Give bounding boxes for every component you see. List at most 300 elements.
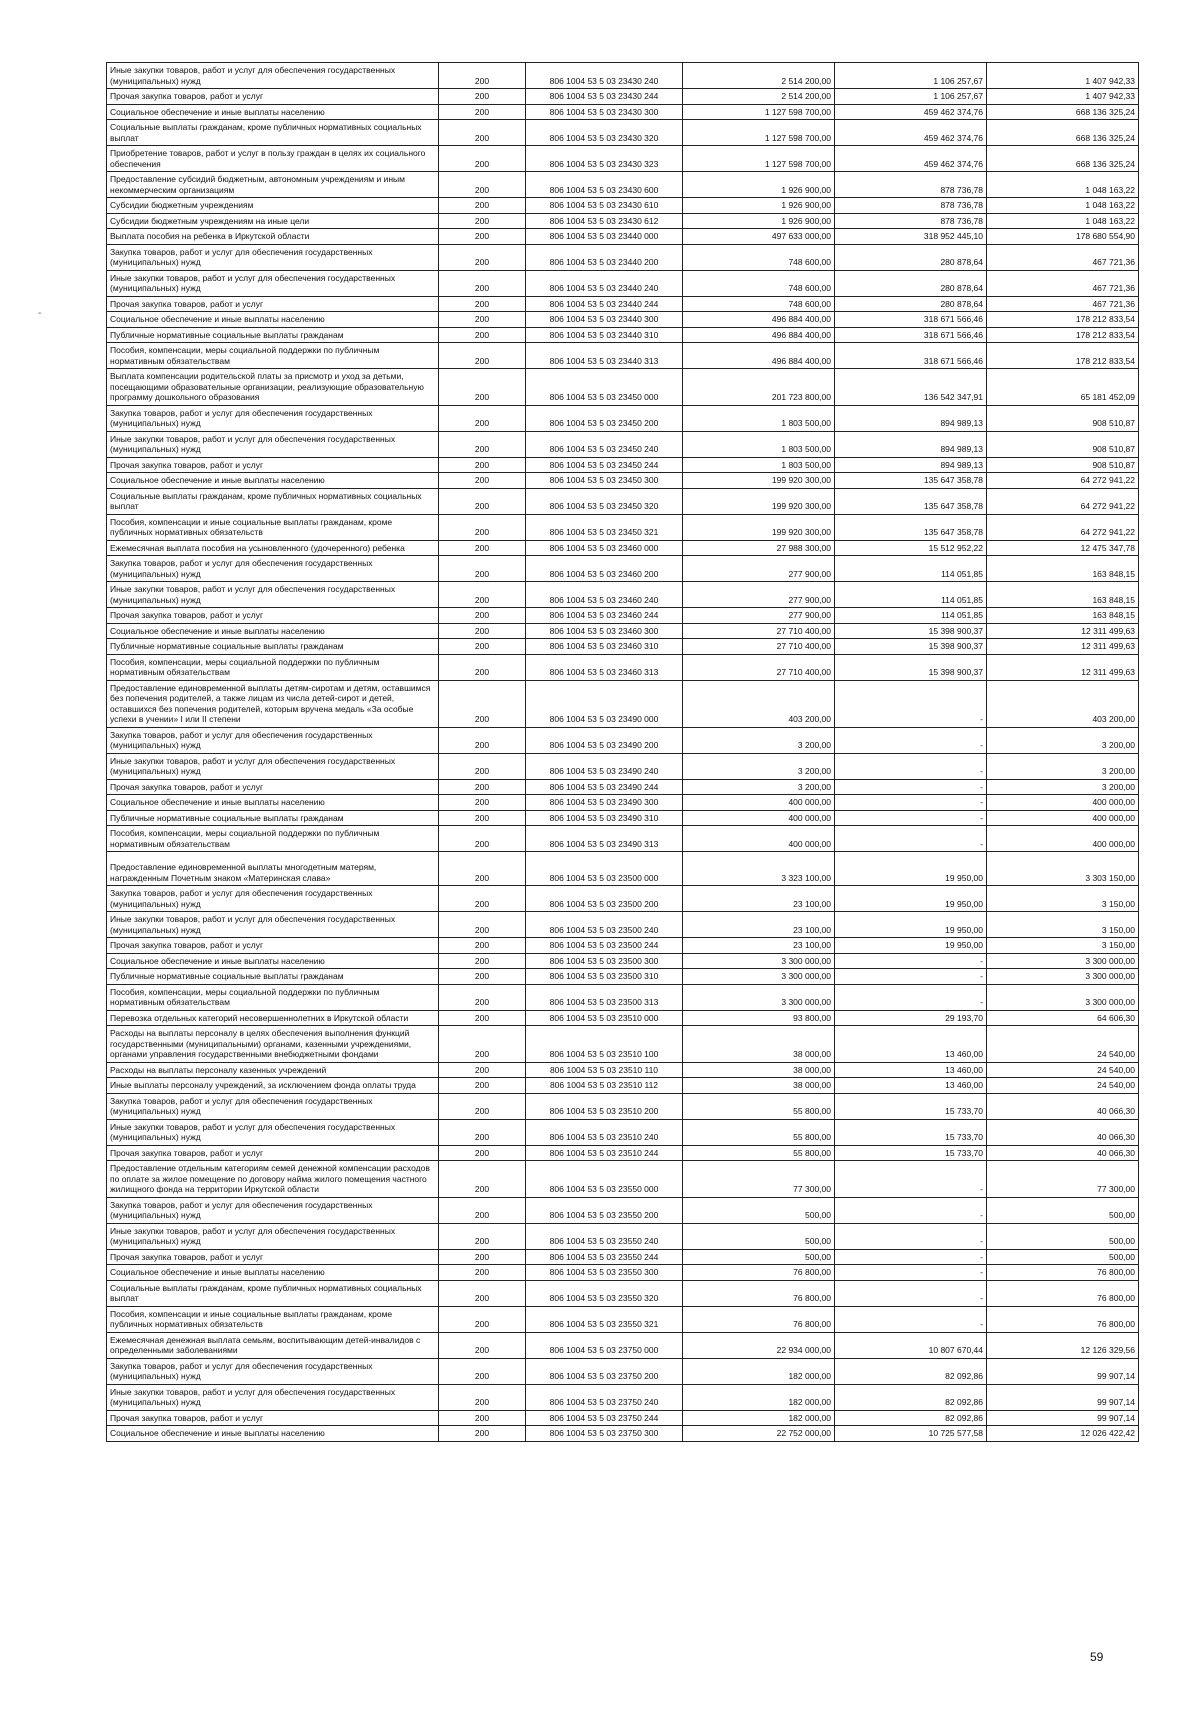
row-code-cell: 200	[439, 343, 526, 369]
row-executed-cell: 894 989,13	[835, 405, 987, 431]
row-approved-cell: 277 900,00	[683, 556, 835, 582]
row-classifier-cell: 806 1004 53 5 03 23500 310	[526, 969, 683, 985]
row-code-cell: 200	[439, 120, 526, 146]
row-name-cell: Иные закупки товаров, работ и услуг для обеспечения государственных (муниципальных) нужд	[107, 753, 439, 779]
row-approved-cell: 22 752 000,00	[683, 1426, 835, 1442]
row-code-cell: 200	[439, 984, 526, 1010]
row-unexecuted-cell: 3 200,00	[987, 779, 1139, 795]
row-unexecuted-cell: 64 272 941,22	[987, 514, 1139, 540]
row-classifier-cell: 806 1004 53 5 03 23490 240	[526, 753, 683, 779]
row-approved-cell: 400 000,00	[683, 826, 835, 852]
row-code-cell: 200	[439, 198, 526, 214]
table-row	[107, 1062, 1139, 1078]
row-code-cell: 200	[439, 623, 526, 639]
row-code-cell: 200	[439, 1223, 526, 1249]
row-classifier-cell: 806 1004 53 5 03 23510 240	[526, 1119, 683, 1145]
row-code-cell: 200	[439, 488, 526, 514]
table-row	[107, 623, 1139, 639]
row-name-cell: Иные закупки товаров, работ и услуг для обеспечения государственных (муниципальных) нужд	[107, 912, 439, 938]
table-row	[107, 229, 1139, 245]
row-approved-cell: 403 200,00	[683, 680, 835, 727]
row-unexecuted-cell: 12 311 499,63	[987, 654, 1139, 680]
row-executed-cell: -	[835, 969, 987, 985]
row-code-cell: 200	[439, 680, 526, 727]
row-classifier-cell: 806 1004 53 5 03 23500 244	[526, 938, 683, 954]
row-executed-cell: 15 398 900,37	[835, 654, 987, 680]
row-approved-cell: 55 800,00	[683, 1119, 835, 1145]
row-executed-cell: 878 736,78	[835, 172, 987, 198]
row-code-cell: 200	[439, 1026, 526, 1063]
row-unexecuted-cell: 40 066,30	[987, 1145, 1139, 1161]
table-row	[107, 343, 1139, 369]
row-classifier-cell: 806 1004 53 5 03 23450 244	[526, 457, 683, 473]
row-code-cell: 200	[439, 556, 526, 582]
row-unexecuted-cell: 1 048 163,22	[987, 172, 1139, 198]
row-name-cell: Социальное обеспечение и иные выплаты населению	[107, 473, 439, 489]
row-unexecuted-cell: 3 300 000,00	[987, 984, 1139, 1010]
row-approved-cell: 2 514 200,00	[683, 63, 835, 89]
row-classifier-cell: 806 1004 53 5 03 23510 000	[526, 1010, 683, 1026]
row-name-cell: Прочая закупка товаров, работ и услуг	[107, 1145, 439, 1161]
row-approved-cell: 182 000,00	[683, 1410, 835, 1426]
row-classifier-cell: 806 1004 53 5 03 23430 610	[526, 198, 683, 214]
row-approved-cell: 38 000,00	[683, 1062, 835, 1078]
budget-sheet	[106, 62, 1135, 1442]
row-unexecuted-cell: 500,00	[987, 1197, 1139, 1223]
row-unexecuted-cell: 3 300 000,00	[987, 953, 1139, 969]
table-row	[107, 198, 1139, 214]
row-executed-cell: -	[835, 795, 987, 811]
row-unexecuted-cell: 3 200,00	[987, 727, 1139, 753]
budget-execution-table	[106, 62, 1139, 1442]
table-row	[107, 969, 1139, 985]
row-name-cell: Пособия, компенсации и иные социальные выплаты гражданам, кроме публичных нормативных обязательств	[107, 514, 439, 540]
row-name-cell: Предоставление субсидий бюджетным, автономным учреждениям и иным некоммерческим организациям	[107, 172, 439, 198]
row-executed-cell: 318 671 566,46	[835, 327, 987, 343]
row-classifier-cell: 806 1004 53 5 03 23430 600	[526, 172, 683, 198]
table-row	[107, 540, 1139, 556]
row-executed-cell: -	[835, 810, 987, 826]
table-row	[107, 912, 1139, 938]
row-executed-cell: -	[835, 1280, 987, 1306]
row-code-cell: 200	[439, 457, 526, 473]
table-row	[107, 1332, 1139, 1358]
row-code-cell: 200	[439, 1384, 526, 1410]
row-classifier-cell: 806 1004 53 5 03 23510 200	[526, 1093, 683, 1119]
row-unexecuted-cell: 76 800,00	[987, 1306, 1139, 1332]
row-name-cell: Закупка товаров, работ и услуг для обеспечения государственных (муниципальных) нужд	[107, 1197, 439, 1223]
row-approved-cell: 3 200,00	[683, 753, 835, 779]
table-row	[107, 680, 1139, 727]
row-approved-cell: 500,00	[683, 1249, 835, 1265]
row-unexecuted-cell: 3 150,00	[987, 912, 1139, 938]
row-name-cell: Публичные нормативные социальные выплаты гражданам	[107, 969, 439, 985]
table-row	[107, 1426, 1139, 1442]
row-code-cell: 200	[439, 312, 526, 328]
table-row	[107, 369, 1139, 406]
row-approved-cell: 748 600,00	[683, 244, 835, 270]
table-row	[107, 296, 1139, 312]
row-approved-cell: 1 127 598 700,00	[683, 120, 835, 146]
row-name-cell: Закупка товаров, работ и услуг для обеспечения государственных (муниципальных) нужд	[107, 556, 439, 582]
row-name-cell: Иные выплаты персоналу учреждений, за исключением фонда оплаты труда	[107, 1078, 439, 1094]
table-row	[107, 514, 1139, 540]
row-classifier-cell: 806 1004 53 5 03 23500 240	[526, 912, 683, 938]
row-name-cell: Расходы на выплаты персоналу казенных учреждений	[107, 1062, 439, 1078]
row-executed-cell: -	[835, 953, 987, 969]
row-unexecuted-cell: 178 212 833,54	[987, 327, 1139, 343]
row-executed-cell: -	[835, 1197, 987, 1223]
row-unexecuted-cell: 500,00	[987, 1223, 1139, 1249]
table-row	[107, 852, 1139, 886]
row-unexecuted-cell: 40 066,30	[987, 1093, 1139, 1119]
row-executed-cell: 19 950,00	[835, 886, 987, 912]
row-name-cell: Социальное обеспечение и иные выплаты населению	[107, 623, 439, 639]
row-executed-cell: -	[835, 753, 987, 779]
row-approved-cell: 182 000,00	[683, 1358, 835, 1384]
row-approved-cell: 27 710 400,00	[683, 639, 835, 655]
row-classifier-cell: 806 1004 53 5 03 23440 300	[526, 312, 683, 328]
table-row	[107, 608, 1139, 624]
row-code-cell: 200	[439, 810, 526, 826]
row-name-cell: Иные закупки товаров, работ и услуг для обеспечения государственных (муниципальных) нужд	[107, 63, 439, 89]
table-row	[107, 1078, 1139, 1094]
row-approved-cell: 93 800,00	[683, 1010, 835, 1026]
row-executed-cell: 1 106 257,67	[835, 89, 987, 105]
row-name-cell: Субсидии бюджетным учреждениям	[107, 198, 439, 214]
row-name-cell: Расходы на выплаты персоналу в целях обеспечения выполнения функций государственными (муниципальными) органами, казенными учреждениями, органами управления государственными внебюджетными фондами	[107, 1026, 439, 1063]
row-approved-cell: 55 800,00	[683, 1093, 835, 1119]
row-name-cell: Закупка товаров, работ и услуг для обеспечения государственных (муниципальных) нужд	[107, 886, 439, 912]
row-classifier-cell: 806 1004 53 5 03 23490 300	[526, 795, 683, 811]
row-unexecuted-cell: 908 510,87	[987, 457, 1139, 473]
row-classifier-cell: 806 1004 53 5 03 23460 313	[526, 654, 683, 680]
row-name-cell: Социальное обеспечение и иные выплаты населению	[107, 312, 439, 328]
row-classifier-cell: 806 1004 53 5 03 23440 244	[526, 296, 683, 312]
table-row	[107, 639, 1139, 655]
table-row	[107, 1265, 1139, 1281]
row-name-cell: Пособия, компенсации, меры социальной поддержки по публичным нормативным обязательствам	[107, 826, 439, 852]
row-executed-cell: -	[835, 826, 987, 852]
row-code-cell: 200	[439, 1306, 526, 1332]
row-code-cell: 200	[439, 514, 526, 540]
row-executed-cell: 19 950,00	[835, 852, 987, 886]
row-unexecuted-cell: 12 126 329,56	[987, 1332, 1139, 1358]
row-approved-cell: 201 723 800,00	[683, 369, 835, 406]
row-code-cell: 200	[439, 229, 526, 245]
row-classifier-cell: 806 1004 53 5 03 23500 000	[526, 852, 683, 886]
row-code-cell: 200	[439, 753, 526, 779]
row-classifier-cell: 806 1004 53 5 03 23750 000	[526, 1332, 683, 1358]
row-executed-cell: -	[835, 1223, 987, 1249]
table-row	[107, 488, 1139, 514]
table-row	[107, 473, 1139, 489]
row-unexecuted-cell: 668 136 325,24	[987, 120, 1139, 146]
row-unexecuted-cell: 12 026 422,42	[987, 1426, 1139, 1442]
row-classifier-cell: 806 1004 53 5 03 23750 200	[526, 1358, 683, 1384]
row-unexecuted-cell: 668 136 325,24	[987, 104, 1139, 120]
row-executed-cell: -	[835, 779, 987, 795]
row-approved-cell: 23 100,00	[683, 912, 835, 938]
row-approved-cell: 277 900,00	[683, 582, 835, 608]
row-executed-cell: 894 989,13	[835, 457, 987, 473]
row-approved-cell: 748 600,00	[683, 270, 835, 296]
table-row	[107, 1306, 1139, 1332]
row-executed-cell: -	[835, 1249, 987, 1265]
row-classifier-cell: 806 1004 53 5 03 23550 300	[526, 1265, 683, 1281]
row-classifier-cell: 806 1004 53 5 03 23510 244	[526, 1145, 683, 1161]
row-executed-cell: 878 736,78	[835, 213, 987, 229]
row-classifier-cell: 806 1004 53 5 03 23430 612	[526, 213, 683, 229]
row-executed-cell: -	[835, 1161, 987, 1198]
row-classifier-cell: 806 1004 53 5 03 23510 112	[526, 1078, 683, 1094]
row-name-cell: Иные закупки товаров, работ и услуг для обеспечения государственных (муниципальных) нужд	[107, 431, 439, 457]
row-unexecuted-cell: 163 848,15	[987, 608, 1139, 624]
row-classifier-cell: 806 1004 53 5 03 23500 200	[526, 886, 683, 912]
row-unexecuted-cell: 1 407 942,33	[987, 89, 1139, 105]
row-name-cell: Закупка товаров, работ и услуг для обеспечения государственных (муниципальных) нужд	[107, 727, 439, 753]
table-row	[107, 1280, 1139, 1306]
row-executed-cell: 82 092,86	[835, 1410, 987, 1426]
row-approved-cell: 55 800,00	[683, 1145, 835, 1161]
row-code-cell: 200	[439, 431, 526, 457]
row-name-cell: Прочая закупка товаров, работ и услуг	[107, 1410, 439, 1426]
row-name-cell: Прочая закупка товаров, работ и услуг	[107, 938, 439, 954]
row-name-cell: Иные закупки товаров, работ и услуг для обеспечения государственных (муниципальных) нужд	[107, 270, 439, 296]
row-classifier-cell: 806 1004 53 5 03 23430 320	[526, 120, 683, 146]
row-executed-cell: 459 462 374,76	[835, 104, 987, 120]
row-unexecuted-cell: 12 475 347,78	[987, 540, 1139, 556]
row-code-cell: 200	[439, 1280, 526, 1306]
row-code-cell: 200	[439, 296, 526, 312]
row-unexecuted-cell: 1 048 163,22	[987, 213, 1139, 229]
row-executed-cell: 136 542 347,91	[835, 369, 987, 406]
row-classifier-cell: 806 1004 53 5 03 23500 300	[526, 953, 683, 969]
row-classifier-cell: 806 1004 53 5 03 23440 240	[526, 270, 683, 296]
row-code-cell: 200	[439, 1119, 526, 1145]
row-code-cell: 200	[439, 826, 526, 852]
row-executed-cell: 29 193,70	[835, 1010, 987, 1026]
row-executed-cell: 82 092,86	[835, 1358, 987, 1384]
row-executed-cell: 10 807 670,44	[835, 1332, 987, 1358]
row-executed-cell: 114 051,85	[835, 608, 987, 624]
row-code-cell: 200	[439, 63, 526, 89]
row-unexecuted-cell: 467 721,36	[987, 296, 1139, 312]
table-row	[107, 810, 1139, 826]
row-classifier-cell: 806 1004 53 5 03 23450 320	[526, 488, 683, 514]
row-unexecuted-cell: 12 311 499,63	[987, 623, 1139, 639]
row-approved-cell: 27 710 400,00	[683, 623, 835, 639]
row-executed-cell: 13 460,00	[835, 1078, 987, 1094]
row-executed-cell: 135 647 358,78	[835, 514, 987, 540]
row-code-cell: 200	[439, 727, 526, 753]
row-name-cell: Социальное обеспечение и иные выплаты населению	[107, 1426, 439, 1442]
row-executed-cell: 15 733,70	[835, 1119, 987, 1145]
row-code-cell: 200	[439, 244, 526, 270]
table-row	[107, 1161, 1139, 1198]
row-executed-cell: 280 878,64	[835, 270, 987, 296]
row-executed-cell: 1 106 257,67	[835, 63, 987, 89]
row-executed-cell: 894 989,13	[835, 431, 987, 457]
row-approved-cell: 23 100,00	[683, 938, 835, 954]
row-executed-cell: 13 460,00	[835, 1062, 987, 1078]
row-executed-cell: 459 462 374,76	[835, 120, 987, 146]
row-approved-cell: 3 300 000,00	[683, 953, 835, 969]
row-classifier-cell: 806 1004 53 5 03 23490 310	[526, 810, 683, 826]
row-name-cell: Закупка товаров, работ и услуг для обеспечения государственных (муниципальных) нужд	[107, 405, 439, 431]
row-unexecuted-cell: 65 181 452,09	[987, 369, 1139, 406]
row-executed-cell: 82 092,86	[835, 1384, 987, 1410]
row-approved-cell: 1 803 500,00	[683, 431, 835, 457]
row-approved-cell: 77 300,00	[683, 1161, 835, 1198]
row-code-cell: 200	[439, 912, 526, 938]
row-unexecuted-cell: 1 048 163,22	[987, 198, 1139, 214]
row-code-cell: 200	[439, 146, 526, 172]
row-executed-cell: 318 671 566,46	[835, 343, 987, 369]
row-code-cell: 200	[439, 969, 526, 985]
row-code-cell: 200	[439, 270, 526, 296]
row-code-cell: 200	[439, 1249, 526, 1265]
row-classifier-cell: 806 1004 53 5 03 23460 000	[526, 540, 683, 556]
row-approved-cell: 38 000,00	[683, 1078, 835, 1094]
row-name-cell: Пособия, компенсации, меры социальной поддержки по публичным нормативным обязательствам	[107, 984, 439, 1010]
table-row	[107, 1249, 1139, 1265]
row-unexecuted-cell: 76 800,00	[987, 1280, 1139, 1306]
row-classifier-cell: 806 1004 53 5 03 23450 000	[526, 369, 683, 406]
row-code-cell: 200	[439, 608, 526, 624]
row-approved-cell: 1 803 500,00	[683, 405, 835, 431]
row-approved-cell: 400 000,00	[683, 795, 835, 811]
row-approved-cell: 27 710 400,00	[683, 654, 835, 680]
row-unexecuted-cell: 24 540,00	[987, 1062, 1139, 1078]
row-executed-cell: 280 878,64	[835, 244, 987, 270]
row-code-cell: 200	[439, 852, 526, 886]
row-approved-cell: 1 926 900,00	[683, 198, 835, 214]
row-approved-cell: 199 920 300,00	[683, 473, 835, 489]
row-executed-cell: 15 398 900,37	[835, 623, 987, 639]
row-classifier-cell: 806 1004 53 5 03 23750 240	[526, 1384, 683, 1410]
row-classifier-cell: 806 1004 53 5 03 23440 000	[526, 229, 683, 245]
row-code-cell: 200	[439, 654, 526, 680]
row-unexecuted-cell: 1 407 942,33	[987, 63, 1139, 89]
row-executed-cell: 318 952 445,10	[835, 229, 987, 245]
table-row	[107, 405, 1139, 431]
row-classifier-cell: 806 1004 53 5 03 23500 313	[526, 984, 683, 1010]
row-executed-cell: 10 725 577,58	[835, 1426, 987, 1442]
row-unexecuted-cell: 403 200,00	[987, 680, 1139, 727]
row-executed-cell: 135 647 358,78	[835, 488, 987, 514]
row-classifier-cell: 806 1004 53 5 03 23440 313	[526, 343, 683, 369]
table-row	[107, 1197, 1139, 1223]
row-approved-cell: 1 127 598 700,00	[683, 146, 835, 172]
table-body	[107, 63, 1139, 1442]
row-name-cell: Прочая закупка товаров, работ и услуг	[107, 296, 439, 312]
row-classifier-cell: 806 1004 53 5 03 23490 200	[526, 727, 683, 753]
table-row	[107, 457, 1139, 473]
row-name-cell: Прочая закупка товаров, работ и услуг	[107, 779, 439, 795]
row-approved-cell: 27 988 300,00	[683, 540, 835, 556]
row-code-cell: 200	[439, 938, 526, 954]
row-approved-cell: 76 800,00	[683, 1280, 835, 1306]
table-row	[107, 1026, 1139, 1063]
row-unexecuted-cell: 24 540,00	[987, 1026, 1139, 1063]
row-approved-cell: 76 800,00	[683, 1306, 835, 1332]
row-unexecuted-cell: 908 510,87	[987, 431, 1139, 457]
row-executed-cell: 19 950,00	[835, 938, 987, 954]
row-code-cell: 200	[439, 1161, 526, 1198]
table-row	[107, 654, 1139, 680]
row-code-cell: 200	[439, 327, 526, 343]
row-unexecuted-cell: 178 212 833,54	[987, 312, 1139, 328]
row-unexecuted-cell: 500,00	[987, 1249, 1139, 1265]
row-code-cell: 200	[439, 89, 526, 105]
row-name-cell: Социальное обеспечение и иные выплаты населению	[107, 795, 439, 811]
row-code-cell: 200	[439, 172, 526, 198]
table-row	[107, 1223, 1139, 1249]
row-executed-cell: 114 051,85	[835, 556, 987, 582]
row-code-cell: 200	[439, 473, 526, 489]
row-name-cell: Прочая закупка товаров, работ и услуг	[107, 457, 439, 473]
row-code-cell: 200	[439, 953, 526, 969]
table-row	[107, 753, 1139, 779]
row-code-cell: 200	[439, 886, 526, 912]
row-classifier-cell: 806 1004 53 5 03 23430 323	[526, 146, 683, 172]
row-classifier-cell: 806 1004 53 5 03 23750 300	[526, 1426, 683, 1442]
row-classifier-cell: 806 1004 53 5 03 23750 244	[526, 1410, 683, 1426]
row-executed-cell: 280 878,64	[835, 296, 987, 312]
row-name-cell: Закупка товаров, работ и услуг для обеспечения государственных (муниципальных) нужд	[107, 244, 439, 270]
row-unexecuted-cell: 77 300,00	[987, 1161, 1139, 1198]
row-unexecuted-cell: 467 721,36	[987, 270, 1139, 296]
row-executed-cell: 114 051,85	[835, 582, 987, 608]
table-row	[107, 727, 1139, 753]
row-classifier-cell: 806 1004 53 5 03 23490 000	[526, 680, 683, 727]
row-name-cell: Ежемесячная денежная выплата семьям, воспитывающим детей-инвалидов с определенными заболеваниями	[107, 1332, 439, 1358]
row-approved-cell: 277 900,00	[683, 608, 835, 624]
row-unexecuted-cell: 3 303 150,00	[987, 852, 1139, 886]
table-row	[107, 1410, 1139, 1426]
row-name-cell: Социальное обеспечение и иные выплаты населению	[107, 953, 439, 969]
row-unexecuted-cell: 40 066,30	[987, 1119, 1139, 1145]
table-row	[107, 146, 1139, 172]
row-unexecuted-cell: 400 000,00	[987, 795, 1139, 811]
row-name-cell: Закупка товаров, работ и услуг для обеспечения государственных (муниципальных) нужд	[107, 1093, 439, 1119]
table-row	[107, 104, 1139, 120]
row-name-cell: Закупка товаров, работ и услуг для обеспечения государственных (муниципальных) нужд	[107, 1358, 439, 1384]
row-unexecuted-cell: 163 848,15	[987, 556, 1139, 582]
row-approved-cell: 76 800,00	[683, 1265, 835, 1281]
row-code-cell: 200	[439, 104, 526, 120]
row-code-cell: 200	[439, 1426, 526, 1442]
row-classifier-cell: 806 1004 53 5 03 23460 310	[526, 639, 683, 655]
row-classifier-cell: 806 1004 53 5 03 23440 310	[526, 327, 683, 343]
table-row	[107, 213, 1139, 229]
row-code-cell: 200	[439, 369, 526, 406]
row-code-cell: 200	[439, 1197, 526, 1223]
row-code-cell: 200	[439, 1265, 526, 1281]
row-classifier-cell: 806 1004 53 5 03 23550 000	[526, 1161, 683, 1198]
row-unexecuted-cell: 908 510,87	[987, 405, 1139, 431]
table-row	[107, 89, 1139, 105]
row-name-cell: Публичные нормативные социальные выплаты гражданам	[107, 327, 439, 343]
row-executed-cell: -	[835, 1265, 987, 1281]
row-unexecuted-cell: 400 000,00	[987, 826, 1139, 852]
row-name-cell: Перевозка отдельных категорий несовершеннолетних в Иркутской области	[107, 1010, 439, 1026]
row-unexecuted-cell: 64 272 941,22	[987, 488, 1139, 514]
row-approved-cell: 748 600,00	[683, 296, 835, 312]
row-name-cell: Иные закупки товаров, работ и услуг для обеспечения государственных (муниципальных) нужд	[107, 1119, 439, 1145]
row-unexecuted-cell: 3 300 000,00	[987, 969, 1139, 985]
